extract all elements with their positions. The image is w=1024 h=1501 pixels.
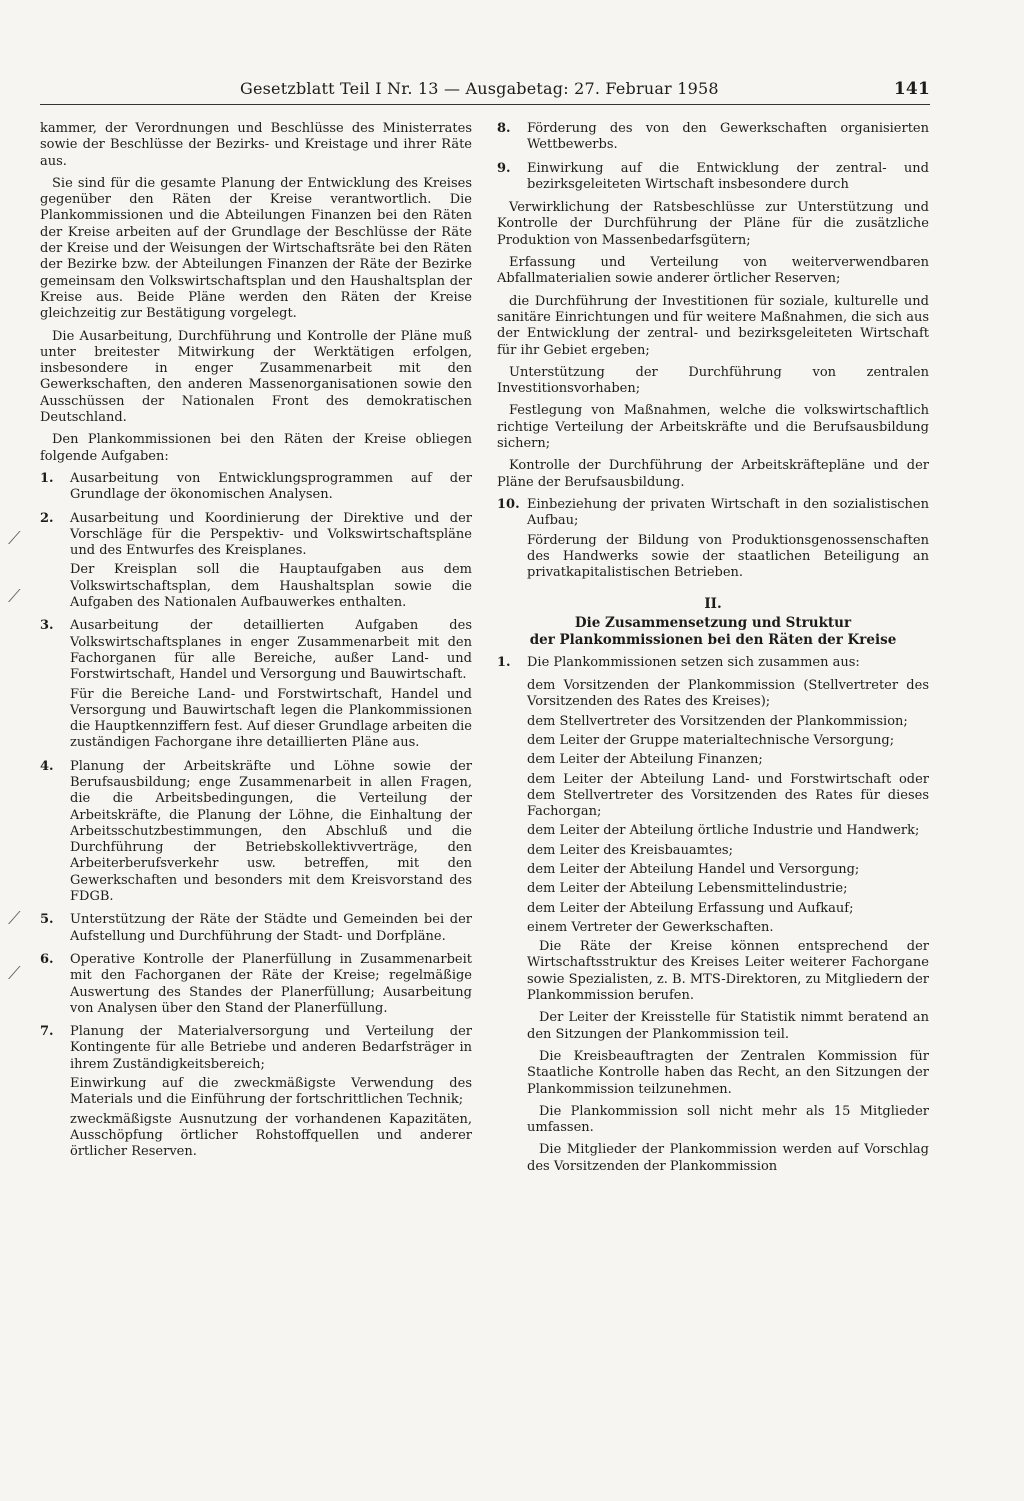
- page-number: 141: [893, 79, 930, 99]
- margin-mark: ⟋: [8, 528, 21, 549]
- item-text: Planung der Materialversorgung und Verteilung der Kontingente für alle Betriebe und anderen Bedarfsträger in ihrem Zuständigkeitsbereich;: [70, 1024, 472, 1072]
- item-text: Einbeziehung der privaten Wirtschaft in den sozialistischen Aufbau;: [527, 496, 929, 529]
- item-text: Planung der Arbeitskräfte und Löhne sowie der Berufsausbildung; enge Zusammenarbeit in allen Fragen, die die Arbeitsbedingungen, die Verteilung der Arbeitskräfte, die Planung der Löhne, die Einhaltung der Arbeitsschutzbestimmungen, den Abschluß und die Durchführung der Betriebskollektivverträge, den Arbeiterberufsverkehr usw. betreffen, mit den Gewerkschaften und besonders mit dem Kreisvorstand des FDGB.: [70, 758, 472, 905]
- member-item: dem Leiter der Abteilung örtliche Industrie und Handwerk;: [527, 823, 920, 839]
- item-number: 1.: [497, 654, 511, 670]
- margin-mark: ⟋: [8, 963, 21, 984]
- paragraph: Sie sind für die gesamte Planung der Entwicklung des Kreises gegenüber den Räten der Kreise verantwortlich. Die Plankommissionen und die Abteilungen Finanzen bei den Räten der Kreise arbeiten auf der Grundlage der Beschlüsse der Räte der Kreise und der Weisungen der Wirtschaftsräte bei den Räten der Bezirke bzw. der Abteilungen Finanzen der Räte der Bezirke gemeinsam den Volkswirtschaftsplan und den Haushaltsplan der Kreise aus. Beide Pläne werden den Räten der Kreise gleichzeitig zur Bestätigung vorgelegt.: [40, 175, 472, 322]
- item-number: 3.: [40, 618, 54, 634]
- item-text: Unterstützung der Räte der Städte und Gemeinden bei der Aufstellung und Durchführung der Stadt- und Dorfpläne.: [70, 912, 472, 944]
- paragraph: Die Räte der Kreise können entsprechend der Wirtschaftsstruktur des Kreises Leiter weiterer Fachorgane sowie Spezialisten, z. B. MTS-Direktoren, zu Mitgliedern der Plankommission berufen.: [527, 939, 929, 1004]
- running-header: [40, 79, 930, 105]
- item-number: 9.: [497, 160, 511, 176]
- member-item: dem Vorsitzenden der Plankommission (Stellvertreter des Vorsitzenden des Rates des Kreises);: [527, 678, 929, 710]
- margin-mark: ⟋: [8, 908, 21, 929]
- member-item: einem Vertreter der Gewerkschaften.: [527, 919, 774, 935]
- section-title-line: der Plankommissionen bei den Räten der Kreise: [529, 631, 897, 648]
- closing-paragraphs: [527, 939, 929, 1175]
- member-item: dem Leiter der Abteilung Handel und Versorgung;: [527, 861, 860, 877]
- item-number: 4.: [40, 758, 54, 774]
- list-item: [40, 618, 472, 754]
- item-number: 10.: [497, 496, 520, 512]
- list-item: [40, 912, 472, 948]
- list-item: [497, 655, 929, 674]
- header-rule: [40, 104, 930, 105]
- paragraph: Die Kreisbeauftragten der Zentralen Kommission für Staatliche Kontrolle haben das Recht, an den Sitzungen der Plankommission teilzunehmen.: [527, 1048, 929, 1097]
- sub-item: Erfassung und Verteilung von weiterverwendbaren Abfallmaterialien sowie anderer örtlicher Reserven;: [497, 255, 929, 287]
- list-item: [40, 952, 472, 1020]
- sub-item: Kontrolle der Durchführung der Arbeitskräftepläne und der Pläne der Berufsausbildung.: [497, 458, 929, 490]
- list-item: [497, 161, 929, 197]
- item-text: zweckmäßigste Ausnutzung der vorhandenen Kapazitäten, Ausschöpfung örtlicher Rohstoffquellen und anderer örtlicher Reserven.: [70, 1111, 472, 1160]
- member-item: dem Leiter der Abteilung Land- und Forstwirtschaft oder dem Stellvertreter des Vorsitzenden des Rates für dieses Fachorgan;: [527, 771, 929, 820]
- item-text: Der Kreisplan soll die Hauptaufgaben aus dem Volkswirtschaftsplan, dem Haushaltsplan sowie die Aufgaben des Nationalen Aufbauwerkes enthalten.: [70, 562, 472, 611]
- item-text: Ausarbeitung der detaillierten Aufgaben des Volkswirtschaftsplanes in enger Zusammenarbeit mit den Fachorganen für alle Bereiche, außer Land- und Forstwirtschaft, Handel und Versorgung und Bauwirtschaft.: [70, 618, 472, 683]
- item-number: 6.: [40, 951, 54, 967]
- list-item: [40, 1024, 472, 1163]
- member-item: dem Leiter der Abteilung Finanzen;: [527, 752, 763, 768]
- item-text: Einwirkung auf die Entwicklung der zentral- und bezirksgeleiteten Wirtschaft insbesondere durch: [527, 160, 929, 192]
- member-item: dem Leiter der Abteilung Erfassung und Aufkauf;: [527, 900, 854, 916]
- item-number: 5.: [40, 912, 54, 928]
- paragraph: Die Mitglieder der Plankommission werden auf Vorschlag des Vorsitzenden der Plankommission: [527, 1142, 929, 1174]
- item-text: Ausarbeitung von Entwicklungsprogrammen auf der Grundlage der ökonomischen Analysen.: [70, 470, 472, 503]
- paragraph: Den Plankommissionen bei den Räten der Kreise obliegen folgende Aufgaben:: [40, 432, 472, 464]
- section-number: II.: [704, 596, 722, 613]
- item-text: Operative Kontrolle der Planerfüllung in Zusammenarbeit mit den Fachorganen der Räte der Kreise; regelmäßige Auswertung des Standes der Planerfüllung; Ausarbeitung von Analysen über den Stand der Planerfüllung.: [70, 951, 472, 1016]
- sub-item: die Durchführung der Investitionen für soziale, kulturelle und sanitäre Einrichtungen und für weitere Maßnahmen, die sich aus der Entwicklung der zentral- und bezirksgeleiteten Wirtschaft für ihr Gebiet ergeben;: [497, 293, 929, 358]
- member-list: [527, 678, 929, 936]
- item-text: Einwirkung auf die zweckmäßigste Verwendung des Materials und die Einführung der fortschrittlichen Technik;: [70, 1076, 472, 1108]
- section-title: [497, 615, 929, 649]
- member-item: dem Stellvertreter des Vorsitzenden der Plankommission;: [527, 713, 908, 729]
- item-text: Förderung des von den Gewerkschaften organisierten Wettbewerbs.: [527, 121, 929, 153]
- right-column: [497, 121, 929, 1371]
- margin-mark: ⟋: [8, 586, 21, 607]
- item-text: Die Plankommissionen setzen sich zusammen aus:: [527, 654, 860, 670]
- item-text: Förderung der Bildung von Produktionsgenossenschaften des Handwerks sowie der staatlichen Beteiligung an privatkapitalistischen Betrieben.: [527, 532, 929, 581]
- item-number: 2.: [40, 510, 54, 526]
- header-title: Gesetzblatt Teil I Nr. 13 — Ausgabetag: 27. Februar 1958: [240, 79, 719, 98]
- item-number: 7.: [40, 1024, 54, 1040]
- list-item: [40, 511, 472, 615]
- paragraph: Die Ausarbeitung, Durchführung und Kontrolle der Pläne muß unter breitester Mitwirkung der Werktätigen erfolgen, insbesondere in enger Zusammenarbeit mit den Gewerkschaften, den anderen Massenorganisationen sowie den Ausschüssen der Nationalen Front des demokratischen Deutschland.: [40, 328, 472, 426]
- section-title-line: Die Zusammensetzung und Struktur: [574, 614, 852, 631]
- paragraph: Der Leiter der Kreisstelle für Statistik nimmt beratend an den Sitzungen der Plankommission teil.: [527, 1010, 929, 1042]
- paragraph: Die Plankommission soll nicht mehr als 15 Mitglieder umfassen.: [527, 1103, 929, 1136]
- list-item: [497, 497, 929, 584]
- left-column: [40, 121, 472, 1371]
- sub-item: Verwirklichung der Ratsbeschlüsse zur Unterstützung und Kontrolle der Durchführung der Pläne für die zusätzliche Produktion von Massenbedarfsgütern;: [497, 200, 929, 248]
- list-item: [497, 121, 929, 157]
- item-number: 8.: [497, 121, 511, 136]
- item-text: Für die Bereiche Land- und Forstwirtschaft, Handel und Versorgung und Bauwirtschaft legen die Plankommissionen die Hauptkennziffern fest. Auf dieser Grundlage arbeiten die zuständigen Fachorgane ihre detaillierten Pläne aus.: [70, 686, 472, 751]
- member-item: dem Leiter der Gruppe materialtechnische Versorgung;: [527, 732, 895, 748]
- item-number: 1.: [40, 470, 54, 486]
- list-item: [40, 471, 472, 507]
- sub-item: Unterstützung der Durchführung von zentralen Investitionsvorhaben;: [497, 364, 929, 397]
- list-item: [40, 759, 472, 909]
- item-text: Ausarbeitung und Koordinierung der Direktive und der Vorschläge für die Perspektiv- und Volkswirtschaftspläne und des Entwurfes des Kreisplanes.: [70, 510, 472, 559]
- member-item: dem Leiter der Abteilung Lebensmittelindustrie;: [527, 881, 848, 897]
- paragraph: kammer, der Verordnungen und Beschlüsse des Ministerrates sowie der Beschlüsse der Bezirks- und Kreistage und ihrer Räte aus.: [40, 121, 472, 169]
- sub-item: Festlegung von Maßnahmen, welche die volkswirtschaftlich richtige Verteilung der Arbeitskräfte und die Berufsausbildung sichern;: [497, 403, 929, 452]
- member-item: dem Leiter des Kreisbauamtes;: [527, 842, 733, 858]
